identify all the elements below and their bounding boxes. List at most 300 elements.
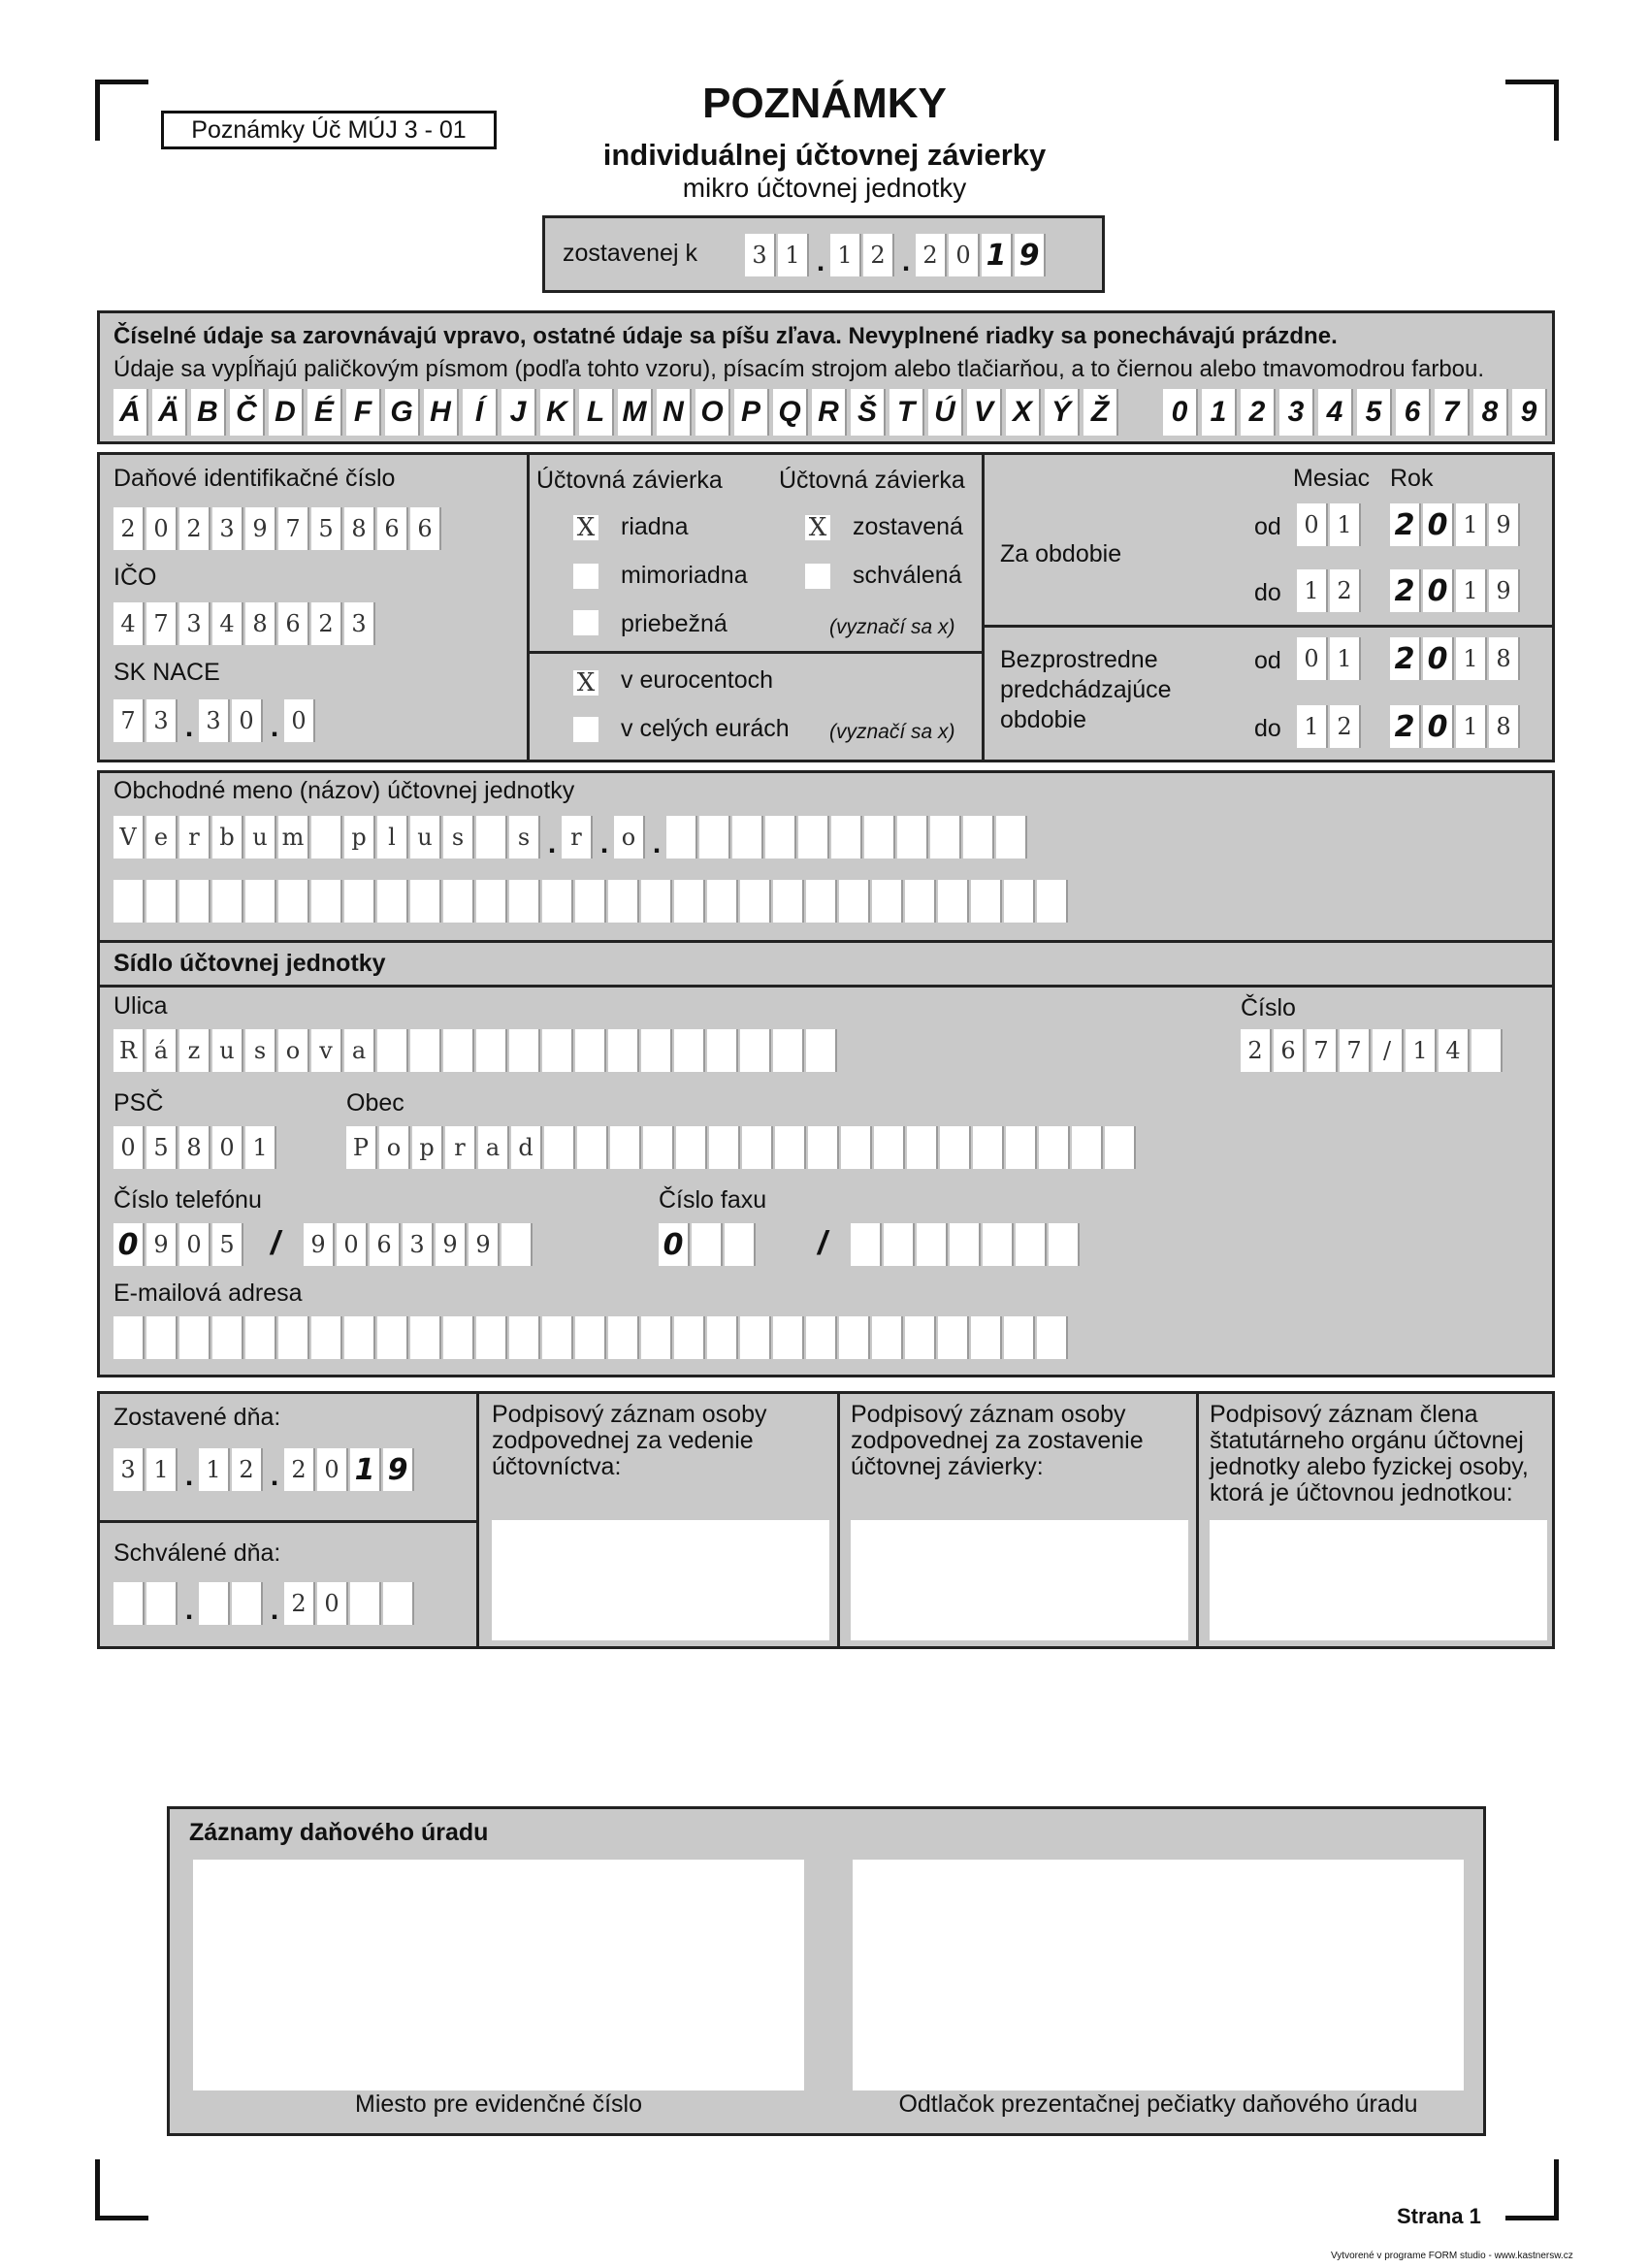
company-name-row-1[interactable] bbox=[113, 816, 1029, 859]
char-cell[interactable] bbox=[971, 1316, 1002, 1359]
fax-number-cells[interactable] bbox=[851, 1223, 1082, 1266]
char-cell[interactable]: 8 bbox=[344, 507, 375, 550]
char-cell[interactable]: / bbox=[1373, 1029, 1404, 1072]
instructions-line-1: Číselné údaje sa zarovnávajú vpravo, ostatné údaje sa píšu zľava. Nevyplnené riadky sa ponechávajú prázdne. bbox=[113, 323, 1338, 349]
char-cell[interactable] bbox=[740, 1316, 771, 1359]
schvalena-checkbox[interactable] bbox=[805, 564, 830, 589]
char-cell[interactable]: m bbox=[278, 816, 309, 859]
char-cell[interactable] bbox=[476, 1316, 507, 1359]
char-cell[interactable] bbox=[806, 880, 837, 923]
char-cell[interactable]: s bbox=[509, 816, 540, 859]
char-cell[interactable]: 3 bbox=[113, 1448, 145, 1491]
char-cell[interactable] bbox=[917, 1223, 948, 1266]
char-cell[interactable]: 9 bbox=[383, 1448, 414, 1491]
char-cell[interactable] bbox=[113, 1582, 145, 1625]
char-cell[interactable] bbox=[278, 1316, 309, 1359]
char-cell[interactable] bbox=[410, 1316, 441, 1359]
phone-prefix-cells[interactable] bbox=[113, 1223, 245, 1266]
char-cell[interactable] bbox=[1037, 1316, 1068, 1359]
char-cell[interactable]: 1 bbox=[245, 1126, 276, 1169]
prev-to-year[interactable] bbox=[1390, 705, 1522, 748]
number-cells[interactable] bbox=[1241, 1029, 1504, 1072]
char-cell[interactable]: 4 bbox=[212, 602, 243, 645]
separator-dot: . bbox=[270, 711, 279, 743]
char-cell[interactable]: 7 bbox=[1307, 1029, 1338, 1072]
char-cell[interactable] bbox=[971, 880, 1002, 923]
char-cell[interactable]: 2 bbox=[113, 507, 145, 550]
char-cell[interactable] bbox=[443, 880, 474, 923]
char-cell[interactable]: 1 bbox=[199, 1448, 230, 1491]
char-cell[interactable] bbox=[641, 1316, 672, 1359]
char-cell[interactable]: 9 bbox=[146, 1223, 178, 1266]
char-cell[interactable] bbox=[146, 1316, 178, 1359]
char-cell[interactable] bbox=[476, 1029, 507, 1072]
char-cell[interactable] bbox=[377, 1316, 408, 1359]
char-cell[interactable]: 3 bbox=[344, 602, 375, 645]
zostavena-checkbox[interactable]: X bbox=[805, 515, 830, 540]
char-cell[interactable] bbox=[676, 1126, 707, 1169]
char-cell[interactable] bbox=[232, 1582, 263, 1625]
char-cell[interactable] bbox=[940, 1126, 971, 1169]
char-cell[interactable]: p bbox=[344, 816, 375, 859]
char-cell[interactable] bbox=[1006, 1126, 1037, 1169]
char-cell[interactable] bbox=[311, 1316, 342, 1359]
char-cell[interactable]: 0 bbox=[1423, 705, 1454, 748]
char-cell[interactable] bbox=[443, 1029, 474, 1072]
char-cell[interactable]: 4 bbox=[113, 602, 145, 645]
sample-char: F bbox=[346, 389, 381, 436]
char-cell[interactable] bbox=[983, 1223, 1014, 1266]
char-cell[interactable]: 7 bbox=[146, 602, 178, 645]
prev-from-year[interactable] bbox=[1390, 637, 1522, 680]
sample-char: X bbox=[1006, 389, 1041, 436]
char-cell[interactable] bbox=[509, 1316, 540, 1359]
char-cell[interactable] bbox=[410, 880, 441, 923]
char-cell[interactable]: 5 bbox=[311, 507, 342, 550]
char-cell[interactable]: V bbox=[113, 816, 145, 859]
char-cell[interactable] bbox=[950, 1223, 981, 1266]
char-cell[interactable] bbox=[577, 1126, 608, 1169]
char-cell[interactable] bbox=[806, 1316, 837, 1359]
char-cell[interactable] bbox=[841, 1126, 872, 1169]
char-cell[interactable] bbox=[963, 816, 994, 859]
char-cell[interactable]: 3 bbox=[199, 699, 230, 742]
char-cell[interactable]: 6 bbox=[278, 602, 309, 645]
sample-char: N bbox=[657, 389, 692, 436]
corner-mark-bottom-right bbox=[1505, 2159, 1559, 2220]
char-cell[interactable] bbox=[707, 880, 738, 923]
char-cell[interactable]: 2 bbox=[1330, 569, 1361, 612]
char-cell[interactable]: 8 bbox=[179, 1126, 210, 1169]
approved-on-cells[interactable] bbox=[113, 1582, 416, 1625]
char-cell[interactable]: e bbox=[146, 816, 178, 859]
char-cell[interactable]: 0 bbox=[113, 1223, 145, 1266]
char-cell[interactable]: v bbox=[311, 1029, 342, 1072]
char-cell[interactable]: 3 bbox=[745, 234, 776, 276]
char-cell[interactable] bbox=[775, 1126, 806, 1169]
char-cell[interactable] bbox=[831, 816, 862, 859]
char-cell[interactable]: s bbox=[443, 816, 474, 859]
signature-section bbox=[97, 1391, 1555, 1649]
char-cell[interactable] bbox=[740, 880, 771, 923]
char-cell[interactable] bbox=[884, 1223, 915, 1266]
char-cell[interactable]: r bbox=[179, 816, 210, 859]
char-cell[interactable] bbox=[872, 1316, 903, 1359]
riadna-checkbox[interactable]: X bbox=[573, 515, 598, 540]
char-cell[interactable] bbox=[674, 1316, 705, 1359]
char-cell[interactable] bbox=[344, 880, 375, 923]
char-cell[interactable] bbox=[113, 1316, 145, 1359]
char-cell[interactable] bbox=[742, 1126, 773, 1169]
dic-cells[interactable] bbox=[113, 507, 443, 550]
char-cell[interactable] bbox=[1016, 1223, 1047, 1266]
char-cell[interactable] bbox=[542, 880, 573, 923]
city-cells[interactable] bbox=[346, 1126, 1138, 1169]
char-cell[interactable]: 3 bbox=[212, 507, 243, 550]
char-cell[interactable]: 8 bbox=[1489, 637, 1520, 680]
char-cell[interactable]: 9 bbox=[1015, 234, 1046, 276]
prepared-on-cells[interactable] bbox=[113, 1448, 416, 1491]
char-cell[interactable]: 1 bbox=[1330, 503, 1361, 546]
char-cell[interactable]: 1 bbox=[778, 234, 809, 276]
separator-dot: . bbox=[184, 1594, 194, 1626]
mimoriadna-checkbox[interactable] bbox=[573, 564, 598, 589]
char-cell[interactable]: r bbox=[445, 1126, 476, 1169]
char-cell[interactable]: 2 bbox=[1390, 637, 1421, 680]
phone-number-cells[interactable] bbox=[304, 1223, 534, 1266]
char-cell[interactable] bbox=[476, 816, 507, 859]
char-cell[interactable]: 2 bbox=[1390, 503, 1421, 546]
char-cell[interactable]: 0 bbox=[232, 699, 263, 742]
eurocent-checkbox[interactable]: X bbox=[573, 670, 598, 696]
street-cells[interactable] bbox=[113, 1029, 839, 1072]
signature-3-box[interactable] bbox=[1210, 1520, 1547, 1640]
char-cell[interactable]: 9 bbox=[1489, 569, 1520, 612]
sk-nace-cells[interactable] bbox=[113, 699, 317, 742]
char-cell[interactable]: 0 bbox=[284, 699, 315, 742]
sample-char: O bbox=[695, 389, 730, 436]
char-cell[interactable]: 1 bbox=[1406, 1029, 1437, 1072]
char-cell[interactable]: 5 bbox=[146, 1126, 178, 1169]
ico-cells[interactable] bbox=[113, 602, 377, 645]
char-cell[interactable] bbox=[1004, 880, 1035, 923]
char-cell[interactable] bbox=[509, 880, 540, 923]
char-cell[interactable]: 1 bbox=[1456, 637, 1487, 680]
char-cell[interactable]: 0 bbox=[146, 507, 178, 550]
char-cell[interactable] bbox=[179, 880, 210, 923]
cur-to-month[interactable] bbox=[1297, 569, 1363, 612]
char-cell[interactable]: p bbox=[412, 1126, 443, 1169]
char-cell[interactable] bbox=[839, 880, 870, 923]
prev-to-month[interactable] bbox=[1297, 705, 1363, 748]
char-cell[interactable] bbox=[851, 1223, 882, 1266]
char-cell[interactable] bbox=[476, 880, 507, 923]
char-cell[interactable]: 3 bbox=[403, 1223, 434, 1266]
char-cell[interactable] bbox=[1004, 1316, 1035, 1359]
company-name-row-2[interactable] bbox=[113, 880, 1070, 923]
char-cell[interactable] bbox=[874, 1126, 905, 1169]
char-cell[interactable] bbox=[1471, 1029, 1503, 1072]
char-cell[interactable] bbox=[542, 1029, 573, 1072]
char-cell[interactable]: a bbox=[344, 1029, 375, 1072]
sample-char: 9 bbox=[1512, 389, 1547, 436]
sample-char: R bbox=[812, 389, 847, 436]
char-cell[interactable] bbox=[212, 1316, 243, 1359]
char-cell[interactable] bbox=[1105, 1126, 1136, 1169]
char-cell[interactable] bbox=[146, 1582, 178, 1625]
char-cell[interactable] bbox=[905, 1316, 936, 1359]
char-cell[interactable] bbox=[872, 880, 903, 923]
char-cell[interactable] bbox=[773, 880, 804, 923]
char-cell[interactable]: 3 bbox=[179, 602, 210, 645]
char-cell[interactable]: 0 bbox=[113, 1126, 145, 1169]
char-cell[interactable] bbox=[732, 816, 763, 859]
char-cell[interactable] bbox=[509, 1029, 540, 1072]
char-cell[interactable]: b bbox=[212, 816, 243, 859]
char-cell[interactable]: l bbox=[377, 816, 408, 859]
char-cell[interactable] bbox=[383, 1582, 414, 1625]
char-cell[interactable] bbox=[641, 1029, 672, 1072]
prepared-date-cells[interactable] bbox=[745, 234, 1048, 276]
char-cell[interactable] bbox=[501, 1223, 533, 1266]
char-cell[interactable]: 7 bbox=[1340, 1029, 1371, 1072]
char-cell[interactable]: 9 bbox=[304, 1223, 335, 1266]
char-cell[interactable]: 6 bbox=[410, 507, 441, 550]
form-code-box: Poznámky Úč MÚJ 3 - 01 bbox=[161, 111, 497, 149]
corner-mark-top-right bbox=[1505, 80, 1559, 141]
cur-from-year[interactable] bbox=[1390, 503, 1522, 546]
char-cell[interactable] bbox=[575, 880, 606, 923]
char-cell[interactable] bbox=[344, 1316, 375, 1359]
char-cell[interactable] bbox=[245, 880, 276, 923]
char-cell[interactable] bbox=[725, 1223, 756, 1266]
char-cell[interactable]: 2 bbox=[284, 1582, 315, 1625]
char-cell[interactable] bbox=[692, 1223, 723, 1266]
char-cell[interactable] bbox=[839, 1316, 870, 1359]
cur-to-label: do bbox=[1254, 579, 1281, 606]
char-cell[interactable] bbox=[765, 816, 796, 859]
riadna-label: riadna bbox=[621, 513, 689, 540]
char-cell[interactable] bbox=[707, 1316, 738, 1359]
char-cell[interactable]: 0 bbox=[212, 1126, 243, 1169]
char-cell[interactable] bbox=[199, 1582, 230, 1625]
char-cell[interactable]: 0 bbox=[179, 1223, 210, 1266]
char-cell[interactable]: 2 bbox=[311, 602, 342, 645]
cur-to-year[interactable] bbox=[1390, 569, 1522, 612]
char-cell[interactable] bbox=[773, 1316, 804, 1359]
char-cell[interactable]: 0 bbox=[949, 234, 980, 276]
char-cell[interactable]: o bbox=[614, 816, 645, 859]
char-cell[interactable]: 0 bbox=[1423, 569, 1454, 612]
char-cell[interactable]: P bbox=[346, 1126, 377, 1169]
char-cell[interactable] bbox=[938, 1316, 969, 1359]
char-cell[interactable] bbox=[996, 816, 1027, 859]
char-cell[interactable]: 6 bbox=[370, 1223, 401, 1266]
char-cell[interactable] bbox=[610, 1126, 641, 1169]
char-cell[interactable]: 0 bbox=[1423, 637, 1454, 680]
char-cell[interactable]: á bbox=[146, 1029, 178, 1072]
char-cell[interactable]: 5 bbox=[212, 1223, 243, 1266]
char-cell[interactable]: 7 bbox=[113, 699, 145, 742]
char-cell[interactable]: 8 bbox=[1489, 705, 1520, 748]
char-cell[interactable] bbox=[311, 880, 342, 923]
char-cell[interactable] bbox=[709, 1126, 740, 1169]
char-cell[interactable] bbox=[350, 1582, 381, 1625]
char-cell[interactable]: u bbox=[212, 1029, 243, 1072]
char-cell[interactable]: 0 bbox=[1297, 503, 1328, 546]
char-cell[interactable] bbox=[608, 1029, 639, 1072]
char-cell[interactable]: 1 bbox=[350, 1448, 381, 1491]
char-cell[interactable] bbox=[245, 1316, 276, 1359]
char-cell[interactable] bbox=[212, 880, 243, 923]
char-cell[interactable]: 1 bbox=[1330, 637, 1361, 680]
char-cell[interactable] bbox=[1037, 880, 1068, 923]
registration-number-box[interactable] bbox=[193, 1860, 804, 2090]
char-cell[interactable] bbox=[113, 880, 145, 923]
char-cell[interactable]: d bbox=[511, 1126, 542, 1169]
char-cell[interactable]: o bbox=[278, 1029, 309, 1072]
char-cell[interactable]: 1 bbox=[1456, 569, 1487, 612]
char-cell[interactable] bbox=[864, 816, 895, 859]
char-cell[interactable] bbox=[674, 880, 705, 923]
char-cell[interactable] bbox=[674, 1029, 705, 1072]
char-cell[interactable]: 1 bbox=[830, 234, 861, 276]
char-cell[interactable] bbox=[930, 816, 961, 859]
prev-from-month[interactable] bbox=[1297, 637, 1363, 680]
char-cell[interactable]: R bbox=[113, 1029, 145, 1072]
char-cell[interactable]: 0 bbox=[317, 1448, 348, 1491]
sample-char: G bbox=[385, 389, 420, 436]
char-cell[interactable] bbox=[666, 816, 697, 859]
char-cell[interactable] bbox=[808, 1126, 839, 1169]
sample-char: Ä bbox=[152, 389, 187, 436]
char-cell[interactable]: 0 bbox=[1423, 503, 1454, 546]
signature-1-box[interactable] bbox=[492, 1520, 829, 1640]
char-cell[interactable]: 6 bbox=[1274, 1029, 1305, 1072]
psc-cells[interactable] bbox=[113, 1126, 278, 1169]
char-cell[interactable] bbox=[311, 816, 342, 859]
page-subtitle-2: mikro účtovnej jednotky bbox=[682, 173, 967, 203]
char-cell[interactable]: 0 bbox=[317, 1582, 348, 1625]
char-cell[interactable]: 2 bbox=[1330, 705, 1361, 748]
char-cell[interactable]: 1 bbox=[1297, 569, 1328, 612]
sample-char: D bbox=[269, 389, 304, 436]
char-cell[interactable]: o bbox=[379, 1126, 410, 1169]
char-cell[interactable]: a bbox=[478, 1126, 509, 1169]
sample-char: 1 bbox=[1202, 389, 1237, 436]
char-cell[interactable]: s bbox=[245, 1029, 276, 1072]
char-cell[interactable] bbox=[740, 1029, 771, 1072]
ico-label: IČO bbox=[113, 564, 157, 591]
char-cell[interactable]: 2 bbox=[1390, 705, 1421, 748]
sample-char: L bbox=[579, 389, 614, 436]
char-cell[interactable]: 1 bbox=[1297, 705, 1328, 748]
char-cell[interactable]: 2 bbox=[1241, 1029, 1272, 1072]
sample-char: V bbox=[967, 389, 1002, 436]
char-cell[interactable]: 3 bbox=[146, 699, 178, 742]
char-cell[interactable]: r bbox=[562, 816, 593, 859]
char-cell[interactable] bbox=[699, 816, 730, 859]
char-cell[interactable] bbox=[575, 1316, 606, 1359]
fax-prefix-cells[interactable] bbox=[659, 1223, 758, 1266]
char-cell[interactable]: 2 bbox=[284, 1448, 315, 1491]
char-cell[interactable]: 2 bbox=[863, 234, 894, 276]
char-cell[interactable]: 2 bbox=[179, 507, 210, 550]
char-cell[interactable]: 9 bbox=[1489, 503, 1520, 546]
char-cell[interactable] bbox=[773, 1029, 804, 1072]
char-cell[interactable]: u bbox=[245, 816, 276, 859]
cur-from-month[interactable] bbox=[1297, 503, 1363, 546]
char-cell[interactable] bbox=[179, 1316, 210, 1359]
char-cell[interactable]: 0 bbox=[1297, 637, 1328, 680]
char-cell[interactable] bbox=[1049, 1223, 1080, 1266]
char-cell[interactable] bbox=[806, 1029, 837, 1072]
char-cell[interactable]: 6 bbox=[377, 507, 408, 550]
char-cell[interactable]: 9 bbox=[436, 1223, 467, 1266]
char-cell[interactable]: u bbox=[410, 816, 441, 859]
char-cell[interactable]: 8 bbox=[245, 602, 276, 645]
char-cell[interactable] bbox=[897, 816, 928, 859]
sample-letters bbox=[113, 389, 1122, 436]
char-cell[interactable] bbox=[575, 1029, 606, 1072]
char-cell[interactable] bbox=[146, 880, 178, 923]
char-cell[interactable] bbox=[410, 1029, 441, 1072]
char-cell[interactable]: 1 bbox=[146, 1448, 178, 1491]
char-cell[interactable]: 0 bbox=[659, 1223, 690, 1266]
char-cell[interactable] bbox=[608, 1316, 639, 1359]
priebezna-checkbox[interactable] bbox=[573, 610, 598, 635]
char-cell[interactable] bbox=[1039, 1126, 1070, 1169]
tax-office-title: Záznamy daňového úradu bbox=[189, 1819, 489, 1846]
char-cell[interactable] bbox=[907, 1126, 938, 1169]
char-cell[interactable]: 2 bbox=[1390, 569, 1421, 612]
char-cell[interactable]: z bbox=[179, 1029, 210, 1072]
char-cell[interactable]: 7 bbox=[278, 507, 309, 550]
sample-char: 7 bbox=[1435, 389, 1470, 436]
char-cell[interactable]: 9 bbox=[245, 507, 276, 550]
char-cell[interactable] bbox=[377, 880, 408, 923]
char-cell[interactable] bbox=[544, 1126, 575, 1169]
char-cell[interactable]: 1 bbox=[1456, 705, 1487, 748]
char-cell[interactable] bbox=[973, 1126, 1004, 1169]
char-cell[interactable] bbox=[278, 880, 309, 923]
char-cell[interactable] bbox=[1072, 1126, 1103, 1169]
signature-2-box[interactable] bbox=[851, 1520, 1188, 1640]
email-cells[interactable] bbox=[113, 1316, 1070, 1359]
char-cell[interactable] bbox=[938, 880, 969, 923]
separator-dot: . bbox=[547, 827, 557, 859]
celych-checkbox[interactable] bbox=[573, 717, 598, 742]
char-cell[interactable] bbox=[643, 1126, 674, 1169]
char-cell[interactable] bbox=[608, 880, 639, 923]
char-cell[interactable]: 9 bbox=[469, 1223, 500, 1266]
char-cell[interactable] bbox=[905, 880, 936, 923]
char-cell[interactable]: 4 bbox=[1439, 1029, 1470, 1072]
char-cell[interactable]: 2 bbox=[916, 234, 947, 276]
char-cell[interactable]: 1 bbox=[1456, 503, 1487, 546]
char-cell[interactable]: 2 bbox=[232, 1448, 263, 1491]
char-cell[interactable] bbox=[641, 880, 672, 923]
char-cell[interactable] bbox=[542, 1316, 573, 1359]
stamp-box[interactable] bbox=[853, 1860, 1464, 2090]
char-cell[interactable]: 0 bbox=[337, 1223, 368, 1266]
char-cell[interactable] bbox=[798, 816, 829, 859]
statement-header-2: Účtovná závierka bbox=[779, 467, 965, 494]
char-cell[interactable]: 1 bbox=[982, 234, 1013, 276]
char-cell[interactable] bbox=[377, 1029, 408, 1072]
char-cell[interactable] bbox=[443, 1316, 474, 1359]
char-cell[interactable] bbox=[707, 1029, 738, 1072]
